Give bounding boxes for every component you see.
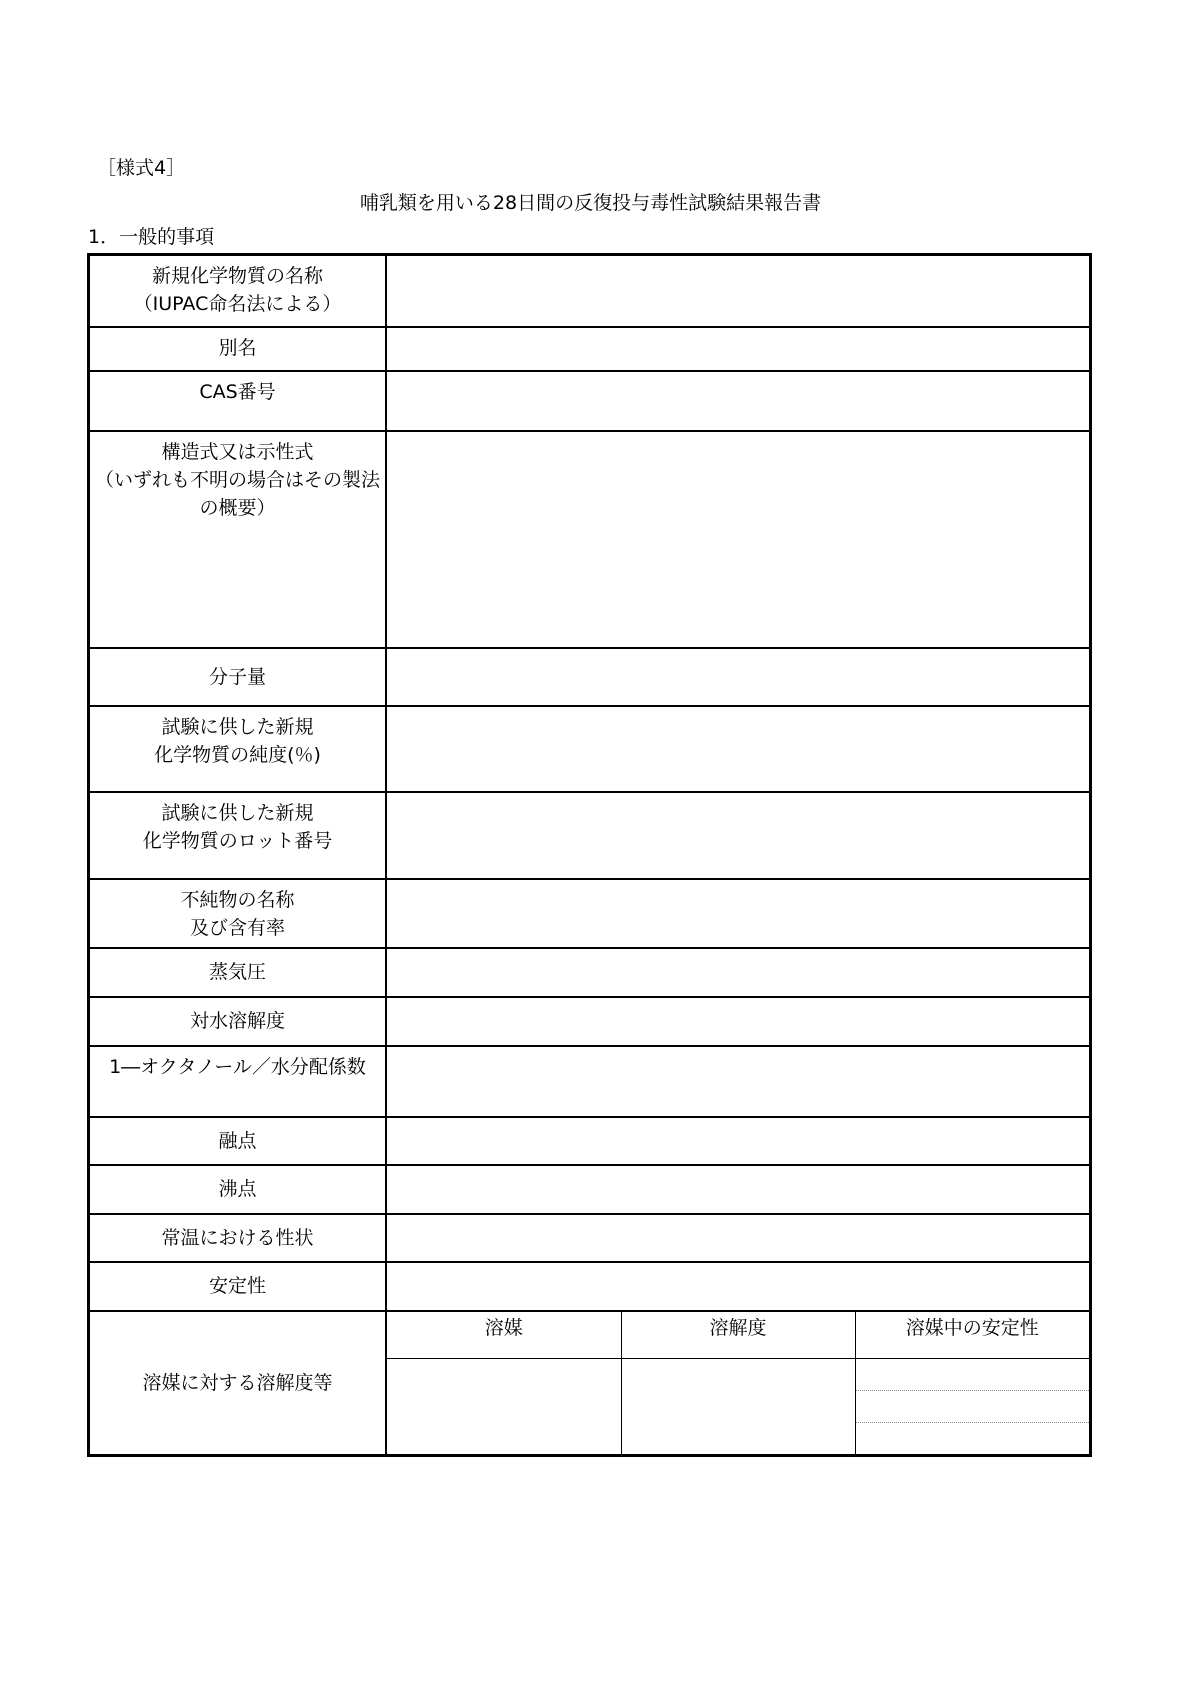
- row-label: 不純物の名称 及び含有率: [89, 879, 387, 948]
- table-row: [89, 255, 1091, 327]
- subtable-header: 溶媒: [387, 1312, 621, 1359]
- form-number: ［様式4］: [97, 157, 186, 179]
- row-label: 試験に供した新規 化学物質の純度(％): [89, 706, 387, 792]
- row-label: 溶媒に対する溶解度等: [89, 1311, 387, 1456]
- stability-field[interactable]: [855, 1422, 1089, 1454]
- solubility-field[interactable]: [621, 1422, 855, 1454]
- row-value-field[interactable]: [386, 706, 1091, 792]
- row-value-field[interactable]: [386, 948, 1091, 997]
- stability-field[interactable]: [855, 1358, 1089, 1390]
- row-label: 沸点: [89, 1165, 387, 1214]
- row-label: 試験に供した新規 化学物質のロット番号: [89, 792, 387, 879]
- row-value-field[interactable]: [386, 997, 1091, 1046]
- general-info-table: [87, 253, 1092, 1457]
- subtable-header: 溶解度: [621, 1312, 855, 1359]
- solubility-field[interactable]: [621, 1390, 855, 1422]
- row-label: 融点: [89, 1117, 387, 1165]
- row-value-field[interactable]: [386, 1165, 1091, 1214]
- row-value-field[interactable]: [386, 879, 1091, 948]
- solubility-field[interactable]: [621, 1358, 855, 1390]
- row-label: 蒸気圧: [89, 948, 387, 997]
- solvent-field[interactable]: [387, 1390, 621, 1422]
- stability-field[interactable]: [855, 1390, 1089, 1422]
- table-row: [89, 1214, 1091, 1262]
- row-value-field[interactable]: [386, 792, 1091, 879]
- row-value-field[interactable]: [386, 1117, 1091, 1165]
- row-value-field[interactable]: [386, 1262, 1091, 1311]
- row-value-field[interactable]: [386, 1214, 1091, 1262]
- row-label: 新規化学物質の名称 （IUPAC命名法による）: [89, 255, 387, 327]
- row-label: 常温における性状: [89, 1214, 387, 1262]
- solubility-subtable: [387, 1312, 1089, 1454]
- row-label: CAS番号: [89, 371, 387, 431]
- table-row: [89, 1165, 1091, 1214]
- section-heading: 1．一般的事項: [88, 226, 215, 248]
- row-label: 構造式又は示性式 （いずれも不明の場合はその製法の概要）: [89, 431, 387, 648]
- solvent-field[interactable]: [387, 1358, 621, 1390]
- document-title: 哺乳類を用いる28日間の反復投与毒性試験結果報告書: [359, 192, 822, 214]
- row-label: 別名: [89, 327, 387, 371]
- table-row: [89, 1117, 1091, 1165]
- table-row: [89, 879, 1091, 948]
- solvent-field[interactable]: [387, 1422, 621, 1454]
- table-row: [89, 706, 1091, 792]
- solubility-subtable-cell: [386, 1311, 1091, 1456]
- subtable-header: 溶媒中の安定性: [855, 1312, 1089, 1359]
- row-label: 対水溶解度: [89, 997, 387, 1046]
- row-value-field[interactable]: [386, 1046, 1091, 1117]
- table-row: [89, 1262, 1091, 1311]
- table-row: [89, 1046, 1091, 1117]
- table-row: [89, 792, 1091, 879]
- table-row: [89, 431, 1091, 648]
- row-value-field[interactable]: [386, 327, 1091, 371]
- table-row: [89, 997, 1091, 1046]
- table-row: [89, 327, 1091, 371]
- solubility-row: [89, 1311, 1091, 1456]
- table-row: [89, 371, 1091, 431]
- row-label: 1―オクタノール／水分配係数: [89, 1046, 387, 1117]
- row-value-field[interactable]: [386, 431, 1091, 648]
- row-label: 分子量: [89, 648, 387, 706]
- row-value-field[interactable]: [386, 648, 1091, 706]
- table-row: [89, 948, 1091, 997]
- table-row: [89, 648, 1091, 706]
- row-value-field[interactable]: [386, 371, 1091, 431]
- row-label: 安定性: [89, 1262, 387, 1311]
- row-value-field[interactable]: [386, 255, 1091, 327]
